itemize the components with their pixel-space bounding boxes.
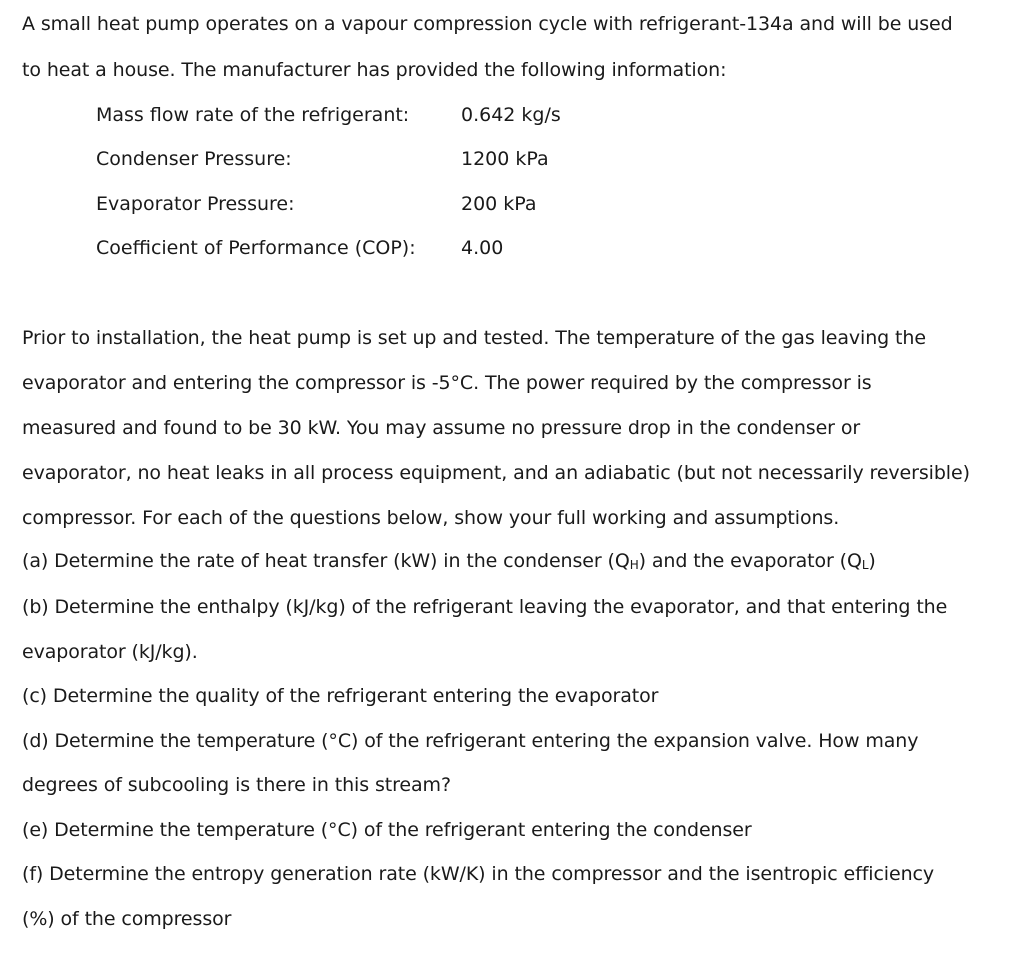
body-line-1: Prior to installation, the heat pump is set up and tested. The temperature of the gas leaving the	[22, 327, 926, 349]
question-f-line-2: (%) of the compressor	[22, 908, 232, 930]
question-a	[22, 549, 876, 577]
question-b-line-1: (b) Determine the enthalpy (kJ/kg) of the refrigerant leaving the evaporator, and that entering the	[22, 596, 948, 618]
question-c: (c) Determine the quality of the refrigerant entering the evaporator	[22, 685, 659, 707]
spec-value-cop: 4.00	[461, 237, 504, 259]
spec-value-mass-flow: 0.642 kg/s	[461, 104, 561, 126]
question-e: (e) Determine the temperature (°C) of the refrigerant entering the condenser	[22, 819, 752, 841]
subscript-l: L	[861, 558, 869, 572]
intro-line-1: A small heat pump operates on a vapour compression cycle with refrigerant-134a and will be used	[22, 13, 953, 35]
spec-label-mass-flow: Mass flow rate of the refrigerant:	[96, 104, 410, 126]
spec-value-condenser-pressure: 1200 kPa	[461, 148, 549, 170]
question-b-line-2: evaporator (kJ/kg).	[22, 641, 198, 663]
spec-label-cop: Coefficient of Performance (COP):	[96, 237, 416, 259]
spec-label-condenser-pressure: Condenser Pressure:	[96, 148, 292, 170]
question-a-end: )	[868, 550, 876, 572]
body-line-4: evaporator, no heat leaks in all process equipment, and an adiabatic (but not necessarily reversible)	[22, 462, 970, 484]
body-line-5: compressor. For each of the questions below, show your full working and assumptions.	[22, 507, 840, 529]
question-a-mid: ) and the evaporator (Q	[638, 550, 862, 572]
question-d-line-2: degrees of subcooling is there in this stream?	[22, 774, 451, 796]
question-d-line-1: (d) Determine the temperature (°C) of the refrigerant entering the expansion valve. How many	[22, 730, 919, 752]
subscript-h: H	[629, 558, 639, 572]
body-line-2: evaporator and entering the compressor is -5°C. The power required by the compressor is	[22, 372, 872, 394]
intro-line-2: to heat a house. The manufacturer has provided the following information:	[22, 59, 727, 81]
body-line-3: measured and found to be 30 kW. You may assume no pressure drop in the condenser or	[22, 417, 861, 439]
question-a-start: (a) Determine the rate of heat transfer (kW) in the condenser (Q	[22, 550, 630, 572]
spec-value-evaporator-pressure: 200 kPa	[461, 193, 537, 215]
spec-label-evaporator-pressure: Evaporator Pressure:	[96, 193, 295, 215]
question-f-line-1: (f) Determine the entropy generation rate (kW/K) in the compressor and the isentropic efficiency	[22, 863, 935, 885]
